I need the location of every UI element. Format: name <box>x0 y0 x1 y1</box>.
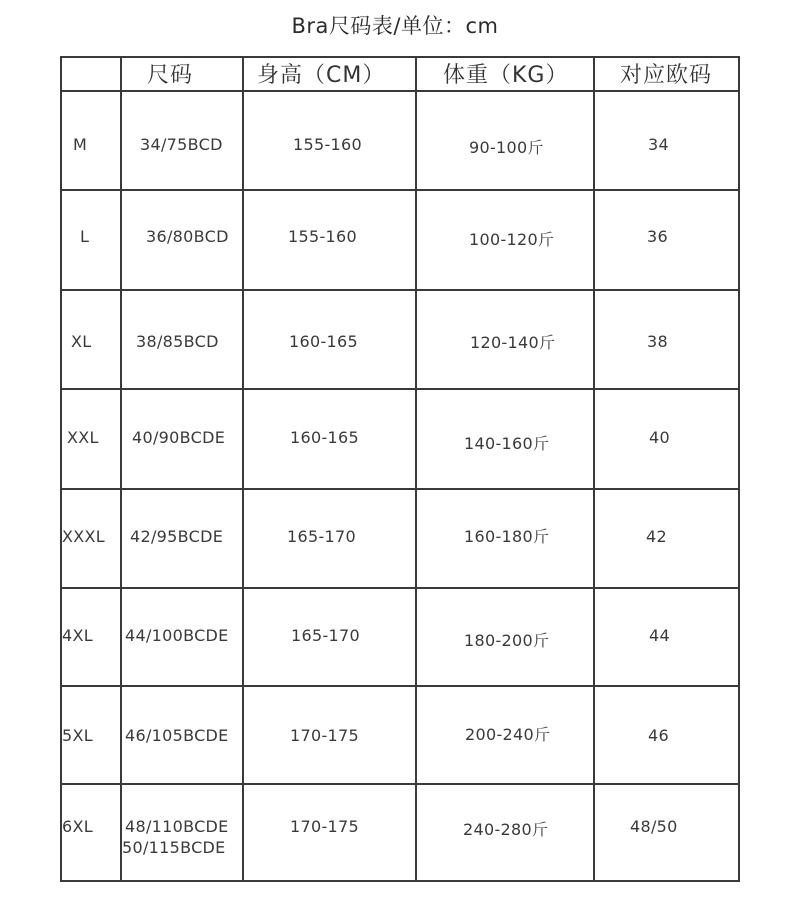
cell-height: 165-170 <box>291 626 360 645</box>
cell-cup: 42/95BCDE <box>130 527 224 546</box>
cell-height: 155-160 <box>288 227 357 246</box>
cell-height: 160-165 <box>289 332 358 351</box>
cell-weight: 180-200斤 <box>464 631 550 650</box>
cell-height: 170-175 <box>290 817 359 836</box>
page-title: Bra尺码表/单位：cm <box>291 14 499 38</box>
cell-cup: 36/80BCD <box>146 227 229 246</box>
header-divider <box>60 90 740 92</box>
cell-height: 170-175 <box>290 726 359 745</box>
cell-size: 6XL <box>62 817 93 836</box>
cell-size: L <box>80 227 90 246</box>
header-eu-size: 对应欧码 <box>620 63 713 88</box>
cell-cup: 44/100BCDE <box>125 626 229 645</box>
cell-eu: 46 <box>648 726 669 745</box>
row-divider <box>60 189 740 191</box>
cell-weight: 140-160斤 <box>464 434 550 453</box>
cell-weight: 120-140斤 <box>470 333 556 352</box>
cell-height: 160-165 <box>290 428 359 447</box>
cell-weight: 160-180斤 <box>464 527 550 546</box>
cell-cup: 38/85BCD <box>136 332 219 351</box>
row-divider <box>60 289 740 291</box>
cell-eu: 48/50 <box>630 817 678 836</box>
header-size: 尺码 <box>147 63 194 88</box>
cell-weight: 240-280斤 <box>463 820 549 839</box>
cell-height: 155-160 <box>293 135 362 154</box>
cell-eu: 44 <box>649 626 670 645</box>
header-weight: 体重（KG） <box>443 63 569 88</box>
header-height: 身高（CM） <box>257 63 386 88</box>
cell-size: 5XL <box>62 726 93 745</box>
row-divider <box>60 388 740 390</box>
row-divider <box>60 587 740 589</box>
table-right-border <box>738 56 740 882</box>
cell-weight: 100-120斤 <box>469 230 555 249</box>
cell-eu: 38 <box>647 332 668 351</box>
row-divider <box>60 685 740 687</box>
cell-eu: 40 <box>649 428 670 447</box>
cell-eu: 34 <box>648 135 669 154</box>
cell-size: M <box>73 135 88 154</box>
table-left-border <box>60 56 62 882</box>
row-divider <box>60 488 740 490</box>
column-divider <box>415 56 417 882</box>
cell-size: XXL <box>67 428 99 447</box>
cell-size: 4XL <box>62 626 93 645</box>
column-divider <box>242 56 244 882</box>
cell-size: XL <box>71 332 92 351</box>
cell-cup: 40/90BCDE <box>132 428 226 447</box>
cell-weight: 90-100斤 <box>469 138 544 157</box>
table-bottom-border <box>60 880 740 882</box>
column-divider <box>593 56 595 882</box>
cell-cup: 34/75BCD <box>140 135 223 154</box>
cell-cup-alt: 50/115BCDE <box>122 838 226 857</box>
column-divider <box>120 56 122 882</box>
cell-weight: 200-240斤 <box>465 725 551 744</box>
cell-eu: 42 <box>646 527 667 546</box>
cell-cup: 48/110BCDE <box>125 817 229 836</box>
cell-cup: 46/105BCDE <box>125 726 229 745</box>
cell-eu: 36 <box>647 227 668 246</box>
cell-size: XXXL <box>62 527 105 546</box>
cell-height: 165-170 <box>287 527 356 546</box>
row-divider <box>60 783 740 785</box>
